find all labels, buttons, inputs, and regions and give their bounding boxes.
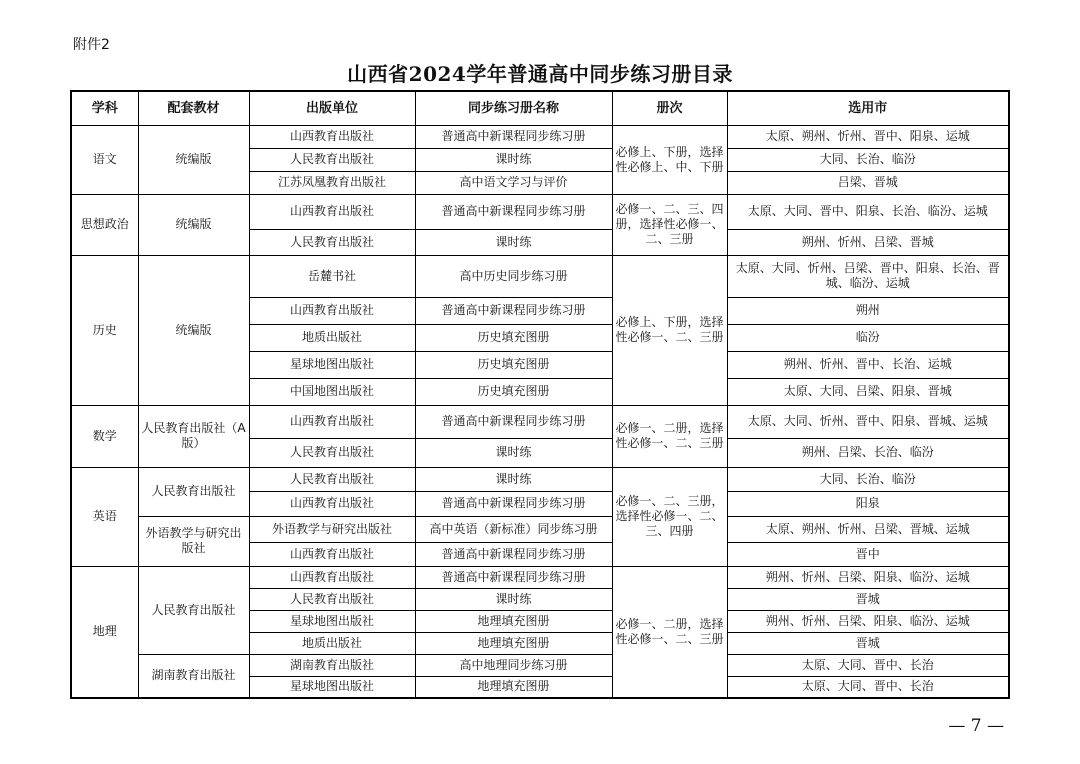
cities-cell: 朔州、忻州、晋中、长治、运城	[727, 351, 1009, 378]
workbook-cell: 地理填充图册	[415, 676, 612, 698]
table-row	[71, 566, 1009, 588]
workbook-cell: 普通高中新课程同步练习册	[415, 491, 612, 516]
textbook-cell: 湖南教育出版社	[138, 654, 249, 698]
publisher-cell: 山西教育出版社	[249, 297, 415, 324]
publisher-cell: 星球地图出版社	[249, 351, 415, 378]
publisher-cell: 外语教学与研究出版社	[249, 516, 415, 542]
workbook-cell: 地理填充图册	[415, 632, 612, 654]
workbook-cell: 课时练	[415, 588, 612, 610]
cities-cell: 太原、朔州、忻州、吕梁、晋城、运城	[727, 516, 1009, 542]
cities-cell: 太原、大同、吕梁、阳泉、晋城	[727, 378, 1009, 405]
publisher-cell: 星球地图出版社	[249, 610, 415, 632]
workbook-cell: 高中英语（新标准）同步练习册	[415, 516, 612, 542]
workbook-cell: 普通高中新课程同步练习册	[415, 405, 612, 438]
publisher-cell: 人民教育出版社	[249, 148, 415, 171]
cities-cell: 晋城	[727, 588, 1009, 610]
header-volumes: 册次	[612, 91, 727, 125]
publisher-cell: 人民教育出版社	[249, 229, 415, 255]
publisher-cell: 人民教育出版社	[249, 588, 415, 610]
workbook-cell: 课时练	[415, 438, 612, 467]
textbook-cell: 人民教育出版社（A版）	[138, 405, 249, 467]
publisher-cell: 山西教育出版社	[249, 566, 415, 588]
publisher-cell: 山西教育出版社	[249, 542, 415, 566]
volumes-cell: 必修一、二册，选择性必修一、二、三册	[612, 405, 727, 467]
volumes-cell: 必修上、下册，选择性必修一、二、三册	[612, 255, 727, 405]
textbook-cell: 人民教育出版社	[138, 566, 249, 654]
cities-cell: 大同、长治、临汾	[727, 148, 1009, 171]
subject-cell: 英语	[71, 467, 138, 566]
document-title: 山西省2024学年普通高中同步练习册目录	[347, 62, 733, 86]
header-publisher: 出版单位	[249, 91, 415, 125]
cities-cell: 太原、大同、忻州、晋中、阳泉、晋城、运城	[727, 405, 1009, 438]
publisher-cell: 山西教育出版社	[249, 405, 415, 438]
workbook-cell: 课时练	[415, 229, 612, 255]
publisher-cell: 山西教育出版社	[249, 491, 415, 516]
cities-cell: 朔州、忻州、吕梁、阳泉、临汾、运城	[727, 566, 1009, 588]
workbook-cell: 课时练	[415, 467, 612, 491]
cities-cell: 临汾	[727, 324, 1009, 351]
cities-cell: 晋城	[727, 632, 1009, 654]
textbook-cell: 统编版	[138, 255, 249, 405]
textbook-cell: 人民教育出版社	[138, 467, 249, 516]
table-row	[71, 255, 1009, 297]
publisher-cell: 地质出版社	[249, 632, 415, 654]
publisher-cell: 山西教育出版社	[249, 194, 415, 229]
workbook-cell: 历史填充图册	[415, 324, 612, 351]
textbook-cell: 统编版	[138, 194, 249, 255]
cities-cell: 朔州	[727, 297, 1009, 324]
cities-cell: 朔州、吕梁、长治、临汾	[727, 438, 1009, 467]
publisher-cell: 湖南教育出版社	[249, 654, 415, 676]
annex-label: 附件2	[73, 37, 110, 53]
table-row	[71, 654, 1009, 676]
cities-cell: 太原、大同、晋中、阳泉、长治、临汾、运城	[727, 194, 1009, 229]
publisher-cell: 人民教育出版社	[249, 467, 415, 491]
workbook-cell: 历史填充图册	[415, 351, 612, 378]
workbook-cell: 高中语文学习与评价	[415, 171, 612, 194]
workbook-cell: 课时练	[415, 148, 612, 171]
workbook-cell: 普通高中新课程同步练习册	[415, 566, 612, 588]
publisher-cell: 中国地图出版社	[249, 378, 415, 405]
table-row	[71, 405, 1009, 438]
cities-cell: 朔州、忻州、吕梁、阳泉、临汾、运城	[727, 610, 1009, 632]
publisher-cell: 星球地图出版社	[249, 676, 415, 698]
publisher-cell: 人民教育出版社	[249, 438, 415, 467]
publisher-cell: 岳麓书社	[249, 255, 415, 297]
publisher-cell: 江苏凤凰教育出版社	[249, 171, 415, 194]
workbook-cell: 普通高中新课程同步练习册	[415, 542, 612, 566]
header-row	[71, 91, 1009, 125]
volumes-cell: 必修一、二册，选择性必修一、二、三册	[612, 566, 727, 698]
table-row	[71, 516, 1009, 542]
workbook-cell: 地理填充图册	[415, 610, 612, 632]
workbook-cell: 普通高中新课程同步练习册	[415, 297, 612, 324]
cities-cell: 太原、大同、晋中、长治	[727, 676, 1009, 698]
subject-cell: 数学	[71, 405, 138, 467]
volumes-cell: 必修一、二、三、四册，选择性必修一、二、三册	[612, 194, 727, 255]
workbook-cell: 高中历史同步练习册	[415, 255, 612, 297]
publisher-cell: 地质出版社	[249, 324, 415, 351]
page-number: — 7 —	[948, 716, 1004, 736]
textbook-cell: 统编版	[138, 125, 249, 194]
header-cities: 选用市	[727, 91, 1009, 125]
table-row	[71, 194, 1009, 229]
workbook-cell: 历史填充图册	[415, 378, 612, 405]
header-subject: 学科	[71, 91, 138, 125]
cities-cell: 太原、朔州、忻州、晋中、阳泉、运城	[727, 125, 1009, 148]
publisher-cell: 山西教育出版社	[249, 125, 415, 148]
catalog-table	[70, 90, 1010, 699]
workbook-cell: 普通高中新课程同步练习册	[415, 194, 612, 229]
textbook-cell: 外语教学与研究出版社	[138, 516, 249, 566]
table-row	[71, 125, 1009, 148]
cities-cell: 晋中	[727, 542, 1009, 566]
subject-cell: 地理	[71, 566, 138, 698]
header-textbook: 配套教材	[138, 91, 249, 125]
volumes-cell: 必修上、下册，选择性必修上、中、下册	[612, 125, 727, 194]
cities-cell: 大同、长治、临汾	[727, 467, 1009, 491]
subject-cell: 语文	[71, 125, 138, 194]
cities-cell: 朔州、忻州、吕梁、晋城	[727, 229, 1009, 255]
cities-cell: 吕梁、晋城	[727, 171, 1009, 194]
cities-cell: 阳泉	[727, 491, 1009, 516]
table-row	[71, 467, 1009, 491]
subject-cell: 历史	[71, 255, 138, 405]
subject-cell: 思想政治	[71, 194, 138, 255]
cities-cell: 太原、大同、忻州、吕梁、晋中、阳泉、长治、晋城、临汾、运城	[727, 255, 1009, 297]
volumes-cell: 必修一、二、三册，选择性必修一、二、三、四册	[612, 467, 727, 566]
header-workbook: 同步练习册名称	[415, 91, 612, 125]
cities-cell: 太原、大同、晋中、长治	[727, 654, 1009, 676]
workbook-cell: 普通高中新课程同步练习册	[415, 125, 612, 148]
workbook-cell: 高中地理同步练习册	[415, 654, 612, 676]
